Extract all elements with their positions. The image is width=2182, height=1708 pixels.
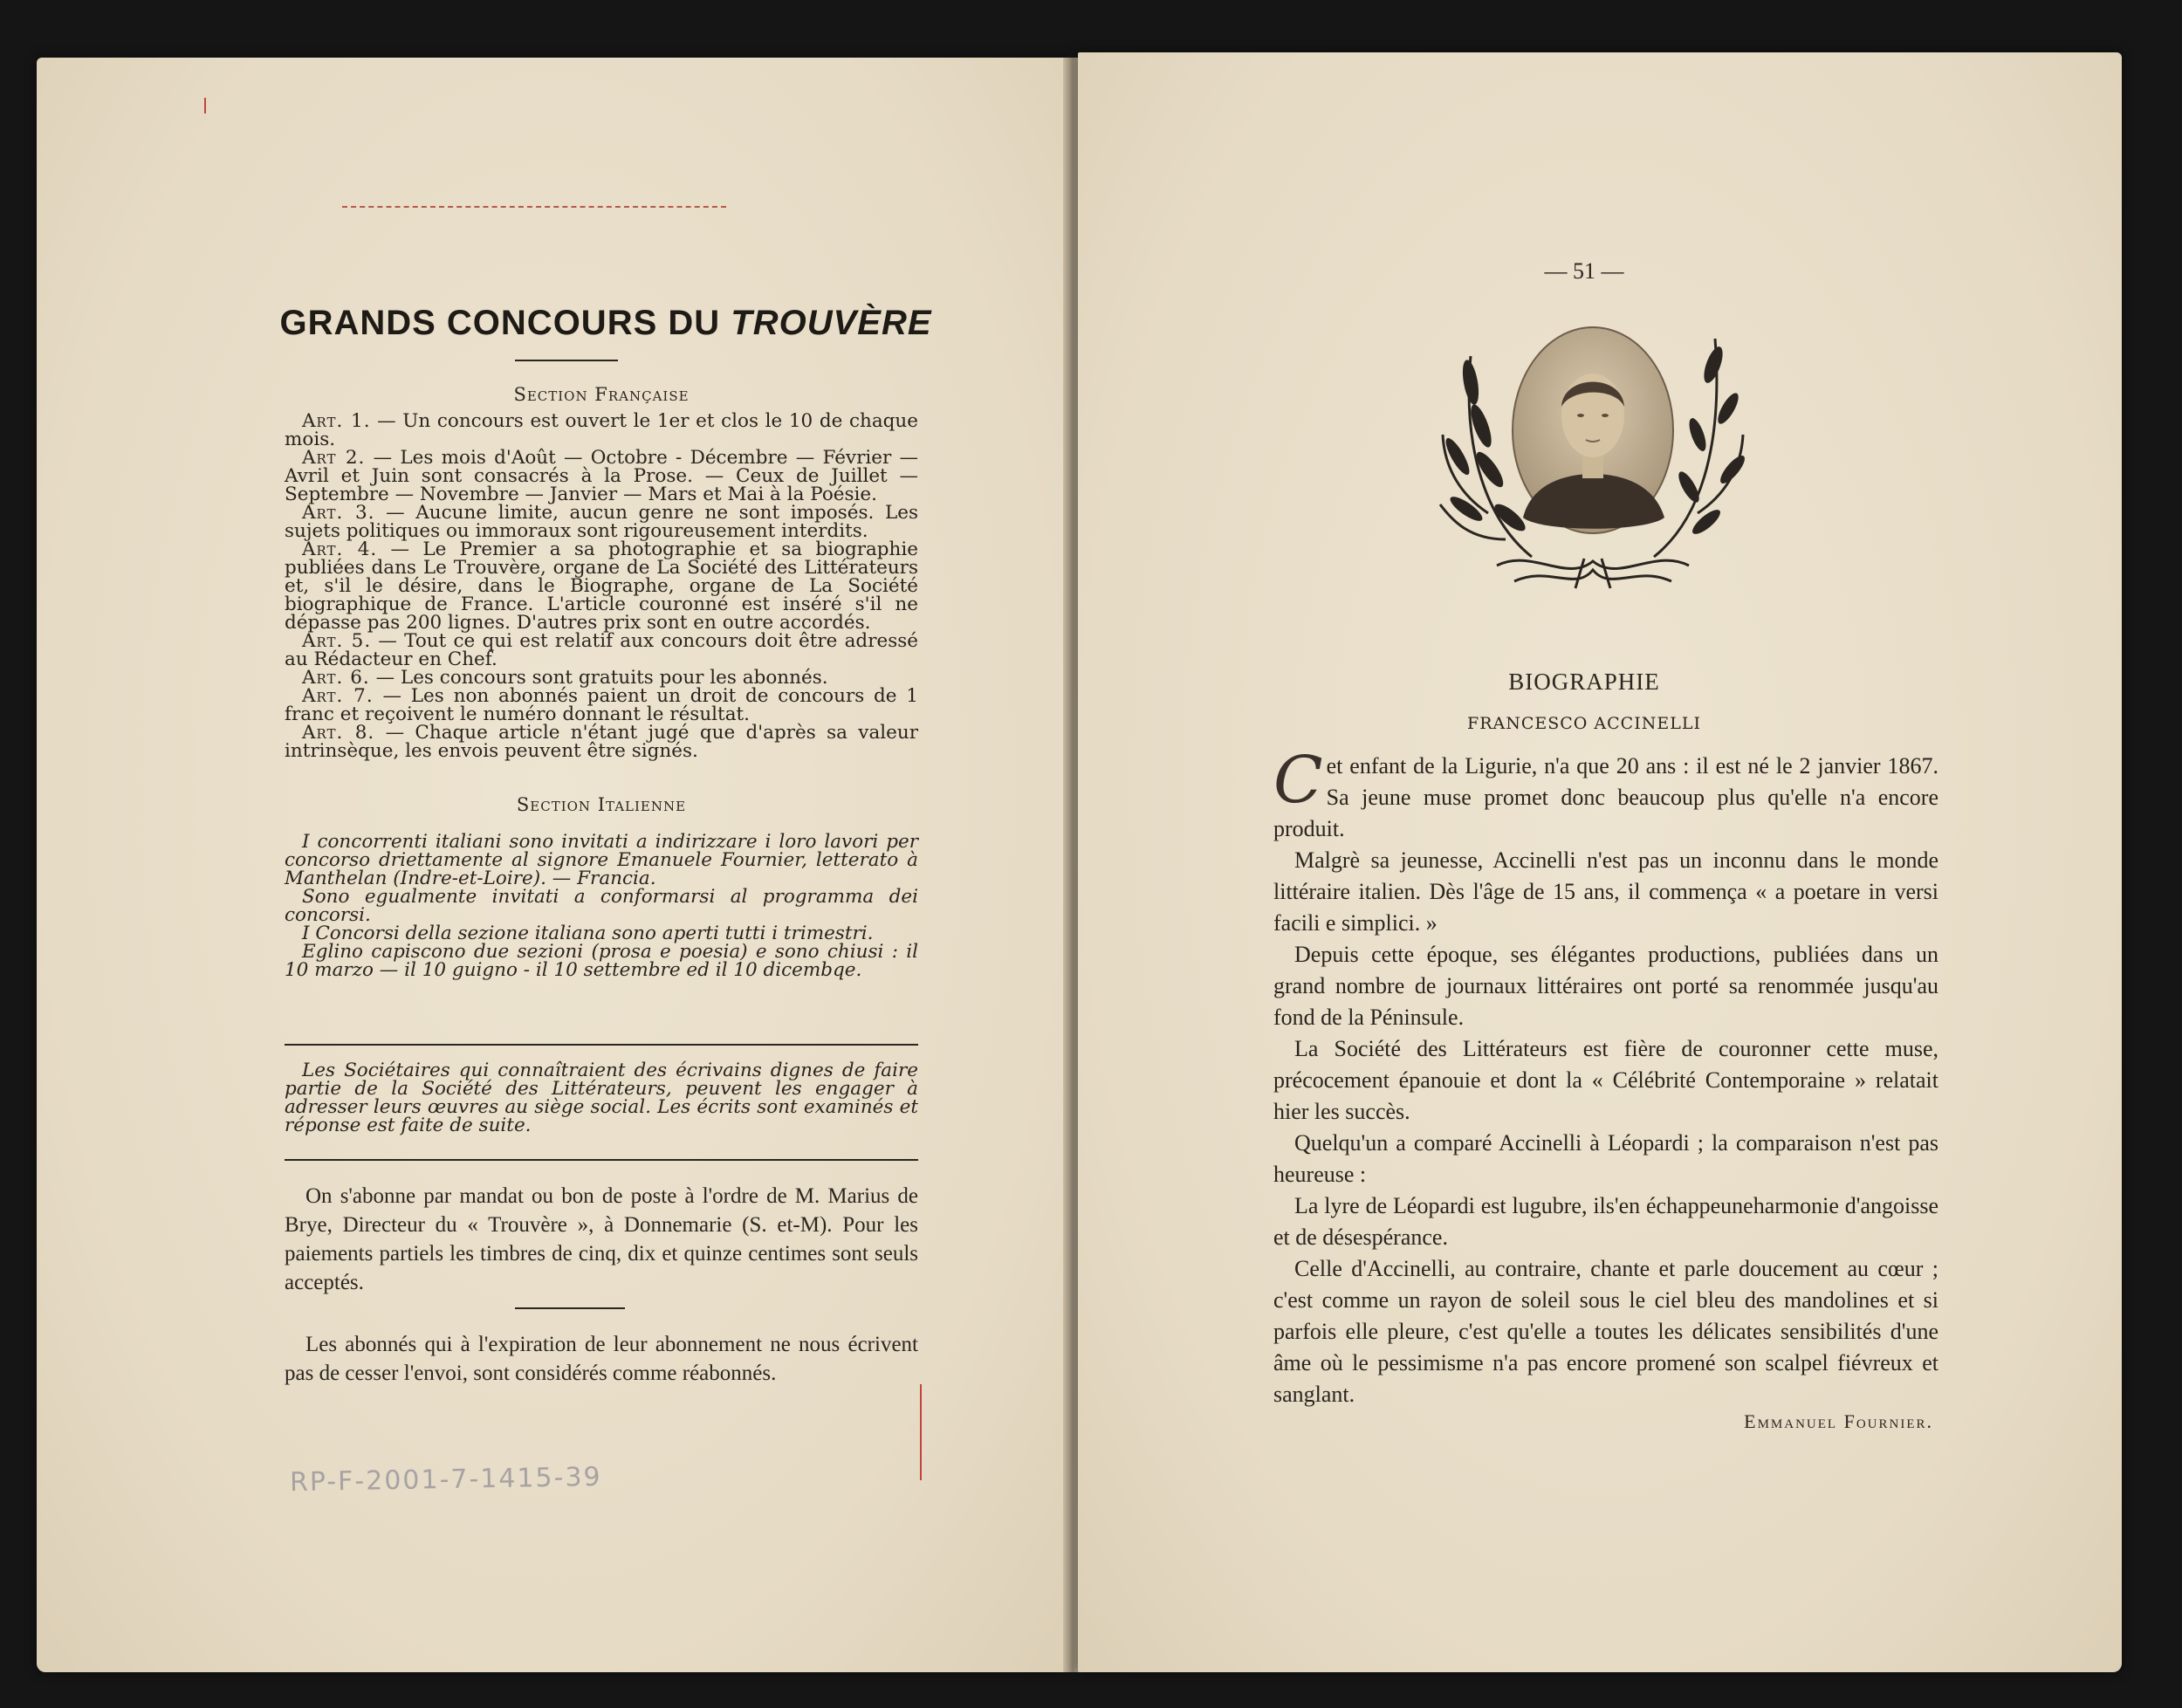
margin-mark — [204, 98, 206, 113]
article-2: Art 2. — Les mois d'Août — Octobre - Décembre — Février — Avril et Juin sont consacrés à la Prose. — Ceux de Juillet — Septembre — Novembre — Janvier — Mars et Mai à la Poésie. — [285, 447, 918, 505]
right-page — [1078, 52, 2122, 1672]
author-signature: Emmanuel Fournier. — [1744, 1410, 1933, 1432]
article-7: Art. 7. — Les non abonnés paient un droit de concours de 1 franc et reçoivent le numéro donnant le résultat. — [285, 685, 918, 725]
portrait-illustration — [1436, 304, 1750, 592]
left-page — [37, 58, 1067, 1672]
renewal-text: Les abonnés qui à l'expiration de leur abonnement ne nous écrivent pas de cesser l'envoi, sont considérés comme réabonnés. — [285, 1333, 918, 1385]
biography-paragraph: Depuis cette époque, ses élégantes productions, publiées dans un grand nombre de journaux littéraires ont porté sa renommée jusqu'au fond de la Péninsule. — [1273, 942, 1938, 1030]
page-number: — 51 — — [1544, 258, 1624, 284]
biography-paragraph: Malgrè sa jeunesse, Accinelli n'est pas un inconnu dans le monde littéraire italien. Dès l'âge de 15 ans, il commença « a poetare in versi facili e simplici. » — [1273, 847, 1938, 936]
page-title: GRANDS CONCOURS DU TROUVÈRE — [279, 304, 932, 342]
biography-paragraph: Cet enfant de la Ligurie, n'a que 20 ans : il est né le 2 janvier 1867. Sa jeune muse promet donc beaucoup plus qu'elle n'a encore produit. — [1273, 743, 1938, 841]
subscription-info — [285, 1182, 918, 1297]
biography-paragraph: Quelqu'un a comparé Accinelli à Léopardi ; la comparaison n'est pas heureuse : — [1273, 1130, 1938, 1187]
box-rule-top — [285, 1044, 918, 1046]
articles-list — [285, 412, 918, 760]
article-1: Art. 1. — Un concours est ouvert le 1er et clos le 10 de chaque mois. — [285, 410, 918, 450]
italian-paragraph: I Concorsi della sezione italiana sono aperti tutti i trimestri. — [302, 923, 874, 944]
archive-stamp: RP-F-2001-7-1415-39 — [289, 1461, 602, 1499]
article-3: Art. 3. — Aucune limite, aucun genre ne sont imposés. Les sujets politiques ou immoraux sont rigoureusement interdits. — [285, 502, 918, 542]
article-6: Art. 6. — Les concours sont gratuits pour les abonnés. — [302, 667, 828, 689]
boxed-notice — [285, 1061, 918, 1135]
biography-heading: BIOGRAPHIE — [1508, 669, 1660, 695]
section-italian-heading: Section Italienne — [516, 794, 687, 815]
renewal-info — [285, 1330, 918, 1388]
biography-paragraph: La lyre de Léopardi est lugubre, ils'en échappeuneharmonie d'angoisse et de désespérance. — [1273, 1193, 1938, 1250]
italian-paragraph: Sono egualmente invitati a conformarsi al programma dei concorsi. — [285, 886, 918, 926]
biography-paragraph: La Société des Littérateurs est fière de couronner cette muse, précocement épanouie et dont la « Célébrité Contemporaine » relatait hier les succès. — [1273, 1036, 1938, 1124]
portrait-vignette — [1436, 304, 1750, 592]
short-rule — [515, 1307, 625, 1309]
biography-paragraph: Celle d'Accinelli, au contraire, chante et parle doucement au cœur ; c'est comme un rayon de soleil sous le ciel bleu des mandolines et si parfois elle pleure, c'est qu'elle a toutes les délicates sensibilités d'une âme où le pessimisme n'a pas encore promené son scalpel fiévreux et sanglant. — [1273, 1256, 1938, 1407]
subject-name: FRANCESCO ACCINELLI — [1467, 714, 1701, 733]
article-8: Art. 8. — Chaque article n'étant jugé que d'après sa valeur intrinsèque, les envois peuvent être signés. — [285, 722, 918, 762]
title-rule — [515, 360, 618, 361]
margin-mark — [920, 1384, 922, 1480]
italian-paragraph: Eglino capiscono due sezioni (prosa e poesia) e sono chiusi : il 10 marzo — il 10 guigno - il 10 settembre ed il 10 dicembqe. — [285, 941, 918, 981]
box-rule-bottom — [285, 1159, 918, 1161]
article-5: Art. 5. — Tout ce qui est relatif aux concours doit être adressé au Rédacteur en Chef. — [285, 630, 918, 670]
dashed-line — [342, 206, 726, 208]
ribbon-icon — [1497, 559, 1689, 588]
italian-paragraph: I concorrenti italiani sono invitati a indirizzare i loro lavori per concorso driettamente al signore Emanuele Fournier, letterato à Manthelan (Indre-et-Loire). — Francia. — [285, 831, 918, 889]
italian-notice — [285, 833, 918, 979]
biography-text — [1273, 743, 1938, 1410]
boxed-notice-text: Les Sociétaires qui connaîtraient des écrivains dignes de faire partie de la Société des Littérateurs, peuvent les engager à adresser leurs œuvres au siège social. Les écrits sont examinés et réponse est faite de suite. — [285, 1060, 918, 1136]
drop-cap: C — [1273, 743, 1323, 818]
article-4: Art. 4. — Le Premier a sa photographie et sa biographie publiées dans Le Trouvère, organe de La Société des Littérateurs et, s'il le désire, dans le Biographe, organe de La Société biographique de France. L'article couronné est inséré s'il ne dépasse pas 200 lignes. D'autres prix sont en outre accordés. — [285, 538, 919, 634]
section-french-heading: Section Française — [513, 384, 690, 405]
subscription-text: On s'abonne par mandat ou bon de poste à l'ordre de M. Marius de Brye, Directeur du « Trouvère », à Donnemarie (S. et-M). Pour les paiements partiels les timbres de cinq, dix et quinze centimes sont seuls acceptés. — [285, 1184, 918, 1294]
